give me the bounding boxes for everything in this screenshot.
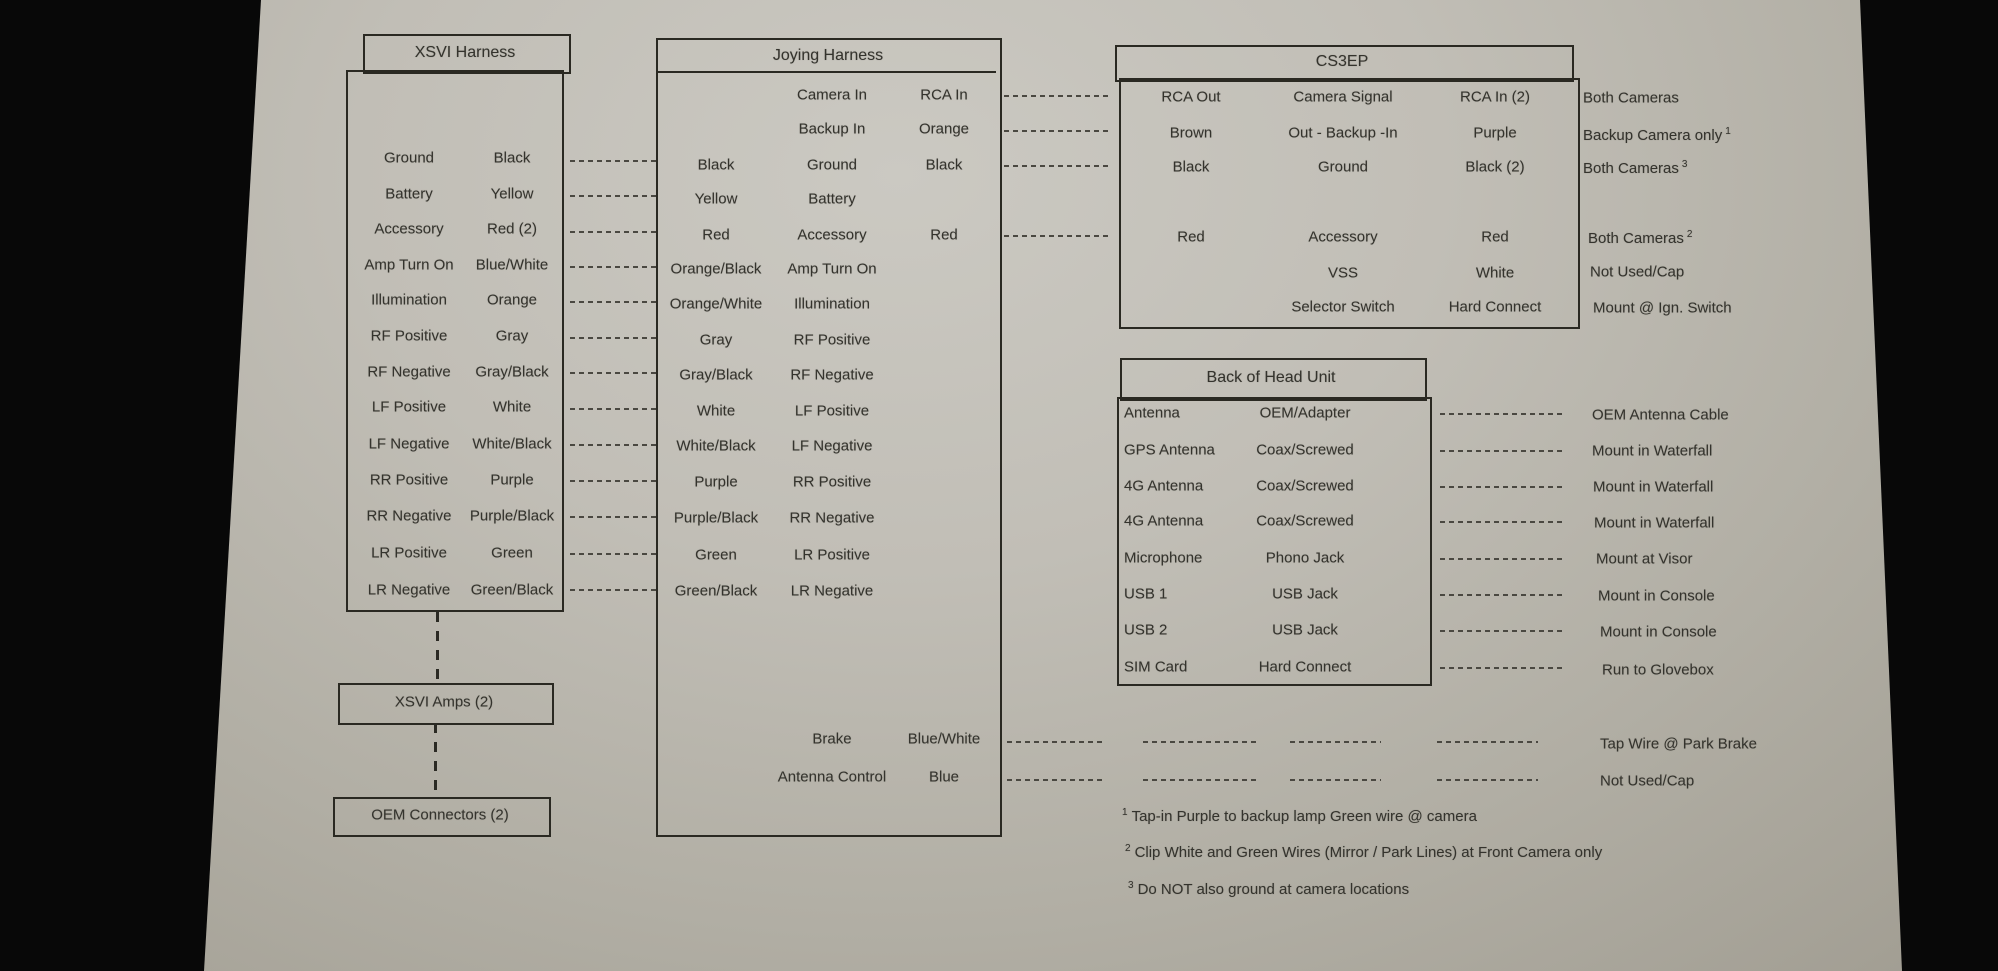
wire-color-label: Green/Black [470,581,554,599]
connection-note: Mount at Visor [1596,550,1693,568]
wire-function-label: LR Negative [790,582,874,600]
note-text: Backup Camera only [1583,127,1723,144]
wire-function-label: RR Positive [369,471,449,489]
wire-function-label: LF Negative [791,437,873,455]
note-text: Both Cameras [1588,230,1684,247]
connection-note [1590,265,1684,280]
wire-color-label: Purple [694,473,738,491]
wire-color-label: Black [925,156,963,174]
wire-color-label: Red [930,226,958,244]
wire-connector-dash [570,195,660,197]
footnote-text: Tap-in Purple to backup lamp Green wire @ camera [1131,808,1477,825]
wire-function-label: Battery [385,185,433,203]
wire-function-label: RF Positive [370,327,448,345]
wire-connector-dash [570,589,660,591]
footnote-marker: 1 [1725,126,1731,137]
xsvi-title: XSVI Harness [414,44,516,61]
footnote [1128,881,1409,897]
wire-connector-dash [1437,741,1538,743]
wire-function-label: RF Negative [367,363,451,381]
wire-color-label: RCA In (2) [1459,88,1531,106]
wire-color-label: Purple [490,471,534,489]
wire-connector-dash [1143,741,1259,743]
port-label: 4G Antenna [1124,477,1204,495]
wire-connector-dash [570,266,660,268]
footnote [1125,844,1602,860]
wire-color-label: White/Black [472,435,552,453]
head-unit-body-box [1117,397,1432,686]
wire-function-label: LR Positive [371,544,447,562]
connection-note: OEM Antenna Cable [1592,406,1729,424]
footnote-text: Clip White and Green Wires (Mirror / Park Lines) at Front Camera only [1134,844,1603,861]
connector-type-label: OEM/Adapter [1259,404,1351,422]
wire-color-label: Green [491,544,533,562]
wire-connector-dash [1440,486,1566,488]
wire-color-label: Brown [1169,124,1213,142]
connector-type-label: Coax/Screwed [1256,477,1354,495]
wire-function-label: Amp Turn On [787,260,877,278]
footnote-text: Do NOT also ground at camera locations [1137,881,1410,898]
wire-color-label: Red (2) [486,220,538,238]
wire-color-label: Blue/White [907,730,981,748]
wire-color-label: Black [1172,158,1210,176]
port-label: Antenna [1124,404,1180,422]
wire-color-label: Purple/Black [673,509,759,527]
xsvi-amps-label: XSVI Amps (2) [394,693,494,711]
wire-color-label: White [1475,264,1515,282]
wire-function-label: Ground [383,149,435,167]
amps-connector-dash [436,612,439,681]
note-text: Mount @ Ign. Switch [1593,299,1732,317]
footnote-marker: 1 [1122,807,1128,818]
port-label: 4G Antenna [1124,512,1204,530]
wire-function-label: LF Negative [368,435,450,453]
wire-color-label: White [696,402,736,420]
wire-color-label: Black (2) [1465,158,1525,176]
wire-connector-dash [1143,779,1259,781]
wire-connector-dash [570,372,660,374]
wire-color-label: Purple/Black [469,507,555,525]
port-label: GPS Antenna [1124,441,1215,459]
wire-connector-dash [1004,95,1108,97]
wire-function-label: Accessory [374,220,444,238]
wire-connector-dash [1440,450,1566,452]
footnote-marker: 2 [1125,843,1131,854]
port-label: Microphone [1124,549,1203,567]
wire-color-label: Orange/White [669,295,763,313]
wire-connector-dash [1290,741,1381,743]
connection-note [1583,91,1679,106]
wire-function-label: RF Negative [790,366,874,384]
note-text: Both Cameras [1583,89,1679,107]
port-label: USB 2 [1124,621,1168,639]
connector-type-label: Coax/Screwed [1256,512,1354,530]
wire-color-label: RCA Out [1161,88,1221,106]
wire-color-label: White [492,398,532,416]
wire-function-label: LR Positive [794,546,870,564]
wire-connector-dash [1440,630,1566,632]
wire-function-label: Ground [1317,158,1369,176]
wire-color-label: Black [493,149,531,167]
connection-note: Tap Wire @ Park Brake [1600,735,1757,753]
wire-color-label: Orange [486,291,538,309]
wire-color-label: Red [1177,228,1205,246]
wire-color-label: Gray/Black [475,363,549,381]
head-unit-title: Back of Head Unit [1206,369,1336,386]
wire-connector-dash [570,553,660,555]
joying-title: Joying Harness [772,47,884,64]
wire-color-label: RCA In [920,86,968,104]
wire-function-label: RR Positive [792,473,872,491]
wire-function-label: RF Positive [793,331,871,349]
connection-note [1583,127,1731,143]
wire-function-label: Accessory [797,226,867,244]
joying-title-divider [658,71,996,73]
wire-color-label: Black [697,156,735,174]
wire-connector-dash [1290,779,1381,781]
wire-connector-dash [570,516,660,518]
wire-function-label: Illumination [371,291,447,309]
port-label: USB 1 [1124,585,1168,603]
wire-color-label: Gray [699,331,733,349]
wire-function-label: RR Negative [366,507,452,525]
wire-function-label: Antenna Control [777,768,887,786]
note-text: Both Cameras [1583,160,1679,177]
oem-connector-dash [434,723,437,795]
wire-function-label: Ground [806,156,858,174]
footnote-marker: 3 [1681,159,1688,170]
wire-connector-dash [1007,741,1106,743]
connector-type-label: USB Jack [1272,585,1338,603]
wire-function-label: LF Positive [371,398,447,416]
wire-color-label: Gray/Black [679,366,753,384]
connection-note: Not Used/Cap [1600,772,1695,790]
wire-connector-dash [1440,558,1566,560]
wire-connector-dash [1440,594,1566,596]
footnote-marker: 3 [1128,880,1134,891]
wire-function-label: RR Negative [789,509,875,527]
connection-note [1588,230,1692,246]
wire-connector-dash [570,231,660,233]
wire-function-label: VSS [1327,264,1359,282]
connection-note: Mount in Console [1600,623,1717,641]
wire-color-label: Blue/White [475,256,549,274]
wire-color-label: Green [695,546,737,564]
wire-connector-dash [1004,130,1108,132]
wire-function-label: Camera In [796,86,868,104]
connection-note [1593,301,1732,316]
wire-color-label: Hard Connect [1448,298,1542,316]
wire-color-label: Green/Black [674,582,758,600]
connection-note: Mount in Waterfall [1593,478,1714,496]
wire-function-label: Backup In [798,120,866,138]
wire-connector-dash [1004,235,1108,237]
wire-connector-dash [570,337,660,339]
wire-connector-dash [570,480,660,482]
wire-connector-dash [570,444,660,446]
wire-function-label: Illumination [794,295,870,313]
wire-connector-dash [1007,779,1106,781]
wire-color-label: Red [702,226,730,244]
wire-connector-dash [570,408,660,410]
oem-connectors-label: OEM Connectors (2) [371,806,509,824]
wire-connector-dash [1440,521,1566,523]
wire-color-label: Yellow [694,190,738,208]
wire-color-label: White/Black [676,437,756,455]
wire-function-label: Amp Turn On [364,256,454,274]
wire-color-label: Yellow [490,185,534,203]
footnote [1122,808,1477,824]
wire-color-label: Orange [918,120,970,138]
wire-connector-dash [570,301,660,303]
connection-note: Mount in Waterfall [1592,442,1713,460]
cs3ep-title: CS3EP [1315,53,1369,70]
wire-color-label: Red [1481,228,1509,246]
wire-function-label: Out - Backup -In [1288,124,1398,142]
wire-function-label: Brake [812,730,852,748]
wire-function-label: Accessory [1308,228,1378,246]
wire-connector-dash [570,160,660,162]
footnote-marker: 2 [1686,229,1693,240]
wire-color-label: Purple [1473,124,1517,142]
wire-function-label: LR Negative [367,581,451,599]
connector-type-label: Phono Jack [1265,549,1345,567]
connector-type-label: USB Jack [1272,621,1338,639]
wire-connector-dash [1004,165,1108,167]
wire-function-label: Battery [808,190,856,208]
wire-connector-dash [1440,413,1566,415]
wire-function-label: LF Positive [794,402,870,420]
wire-color-label: Gray [495,327,529,345]
cs3ep-body-box [1119,78,1580,329]
connector-type-label: Hard Connect [1258,658,1352,676]
port-label: SIM Card [1124,658,1188,676]
wire-color-label: Orange/Black [670,260,762,278]
connection-note: Mount in Console [1598,587,1715,605]
wire-color-label: Blue [928,768,960,786]
connection-note: Mount in Waterfall [1594,514,1715,532]
connection-note: Run to Glovebox [1602,661,1714,679]
note-text: Not Used/Cap [1590,263,1685,281]
connection-note [1583,160,1687,176]
wire-function-label: Camera Signal [1293,88,1393,106]
connector-type-label: Coax/Screwed [1256,441,1354,459]
wire-connector-dash [1437,779,1538,781]
wire-function-label: Selector Switch [1291,298,1395,316]
wire-connector-dash [1440,667,1566,669]
